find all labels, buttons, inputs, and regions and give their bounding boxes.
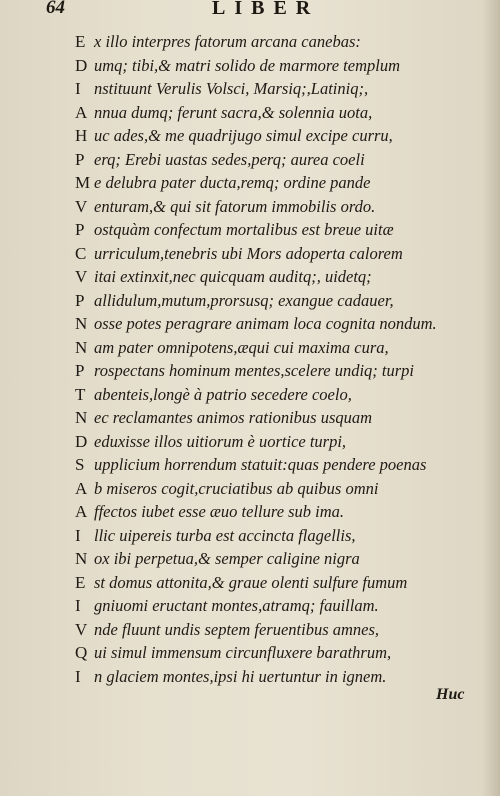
verse-text: allidulum,mutum,prorsusq; exangue cadauer, <box>94 290 394 310</box>
verse-text: gniuomi eructant montes,atramq; fauillam. <box>94 596 379 615</box>
verse-initial: P <box>75 220 85 239</box>
verse-text: itai extinxit,nec quicquam auditq;, uidetq; <box>94 267 372 286</box>
verse-line <box>0 265 500 289</box>
verse-line <box>0 618 500 642</box>
verse-initial: I <box>75 596 81 615</box>
verse-text: osse potes peragrare animam loca cognita nondum. <box>94 314 437 333</box>
verse-initial: I <box>75 79 81 98</box>
verse-initial: H <box>75 126 88 145</box>
verse-initial: N <box>75 337 88 357</box>
verse-initial: T <box>75 384 86 404</box>
verse-text: nnua dumq; ferunt sacra,& solennia uota, <box>94 102 373 122</box>
verse-line <box>0 430 500 454</box>
verse-initial: N <box>75 314 88 333</box>
verse-text: erq; Erebi uastas sedes,perq; aurea coeli <box>94 149 365 169</box>
verse-initial: D <box>75 431 88 451</box>
verse-line <box>0 101 500 125</box>
verse-line <box>0 336 500 360</box>
verse-initial: V <box>75 619 88 639</box>
verse-initial: E <box>75 572 86 592</box>
verse-line <box>0 171 500 195</box>
verse-line <box>0 383 500 407</box>
catchword: Huc <box>436 686 465 703</box>
verse-line <box>0 195 500 219</box>
verse-line <box>0 289 500 313</box>
verse-line <box>0 453 500 477</box>
verse-line <box>0 312 500 336</box>
verse-initial: E <box>75 32 86 51</box>
verse-initial: I <box>75 666 81 686</box>
verse-initial: M <box>75 173 91 192</box>
verse-line <box>0 641 500 665</box>
verse-line <box>0 359 500 383</box>
verse-initial: A <box>75 502 88 521</box>
verse-text: umq; tibi,& matri solido de marmore templum <box>94 55 400 75</box>
verse-text: ffectos iubet esse æuo tellure sub ima. <box>94 502 345 521</box>
verse-initial: I <box>75 525 81 545</box>
verse-text: ui simul immensum circunfluxere barathrum, <box>94 643 392 662</box>
verse-text: rospectans hominum mentes,scelere undiq; turpi <box>94 361 415 380</box>
verse-initial: V <box>75 267 88 286</box>
verse-line <box>0 477 500 501</box>
running-head: LIBER <box>212 0 320 19</box>
verse-line <box>0 500 500 524</box>
verse-initial: Q <box>75 643 88 662</box>
verse-text: nstituunt Verulis Volsci, Marsiq;,Latiniq;, <box>94 79 369 98</box>
verse-line <box>0 148 500 172</box>
verse-list <box>0 30 500 688</box>
verse-initial: A <box>75 478 88 498</box>
verse-text: upplicium horrendum statuit:quas pendere poenas <box>94 455 427 474</box>
verse-text: abenteis,longè à patrio secedere coelo, <box>94 384 352 404</box>
verse-line <box>0 594 500 618</box>
verse-line <box>0 30 500 54</box>
page-gutter-shadow <box>482 0 500 796</box>
verse-line <box>0 124 500 148</box>
verse-initial: P <box>75 149 85 169</box>
verse-line <box>0 571 500 595</box>
verse-line <box>0 242 500 266</box>
verse-text: am pater omnipotens,æqui cui maxima cura, <box>94 337 389 357</box>
verse-initial: P <box>75 290 85 310</box>
verse-text: urriculum,tenebris ubi Mors adoperta calorem <box>94 243 403 263</box>
verse-text: eduxisse illos uitiorum è uortice turpi, <box>94 431 347 451</box>
verse-initial: P <box>75 361 85 380</box>
verse-initial: D <box>75 55 88 75</box>
verse-text: b miseros cogit,cruciatibus ab quibus omni <box>94 478 379 498</box>
verse-text: n glaciem montes,ipsi hi uertuntur in ignem. <box>94 666 387 686</box>
verse-text: st domus attonita,& graue olenti sulfure fumum <box>94 572 408 592</box>
verse-text: ec reclamantes animos rationibus usquam <box>94 408 373 427</box>
verse-line <box>0 54 500 78</box>
verse-text: ostquàm confectum mortalibus est breue uitæ <box>94 220 394 239</box>
verse-line <box>0 77 500 101</box>
verse-initial: A <box>75 102 88 122</box>
verse-text: nde fluunt undis septem feruentibus amnes, <box>94 619 380 639</box>
verse-initial: N <box>75 549 88 568</box>
verse-line <box>0 547 500 571</box>
verse-initial: C <box>75 243 87 263</box>
verse-initial: V <box>75 196 88 216</box>
verse-line <box>0 406 500 430</box>
verse-line <box>0 524 500 548</box>
verse-text: uc ades,& me quadrijugo simul excipe curru, <box>94 126 393 145</box>
page-number: 64 <box>46 0 65 18</box>
verse-text: e delubra pater ducta,remq; ordine pande <box>94 173 371 192</box>
verse-text: enturam,& qui sit fatorum immobilis ordo. <box>94 196 376 216</box>
verse-text: ox ibi perpetua,& semper caligine nigra <box>94 549 360 568</box>
verse-text: x illo interpres fatorum arcana canebas: <box>94 32 361 51</box>
verse-initial: S <box>75 455 85 474</box>
verse-initial: N <box>75 408 88 427</box>
verse-line <box>0 218 500 242</box>
verse-line <box>0 665 500 689</box>
page-header <box>0 0 500 21</box>
verse-text: llic uipereis turba est accincta flagellis, <box>94 525 356 545</box>
